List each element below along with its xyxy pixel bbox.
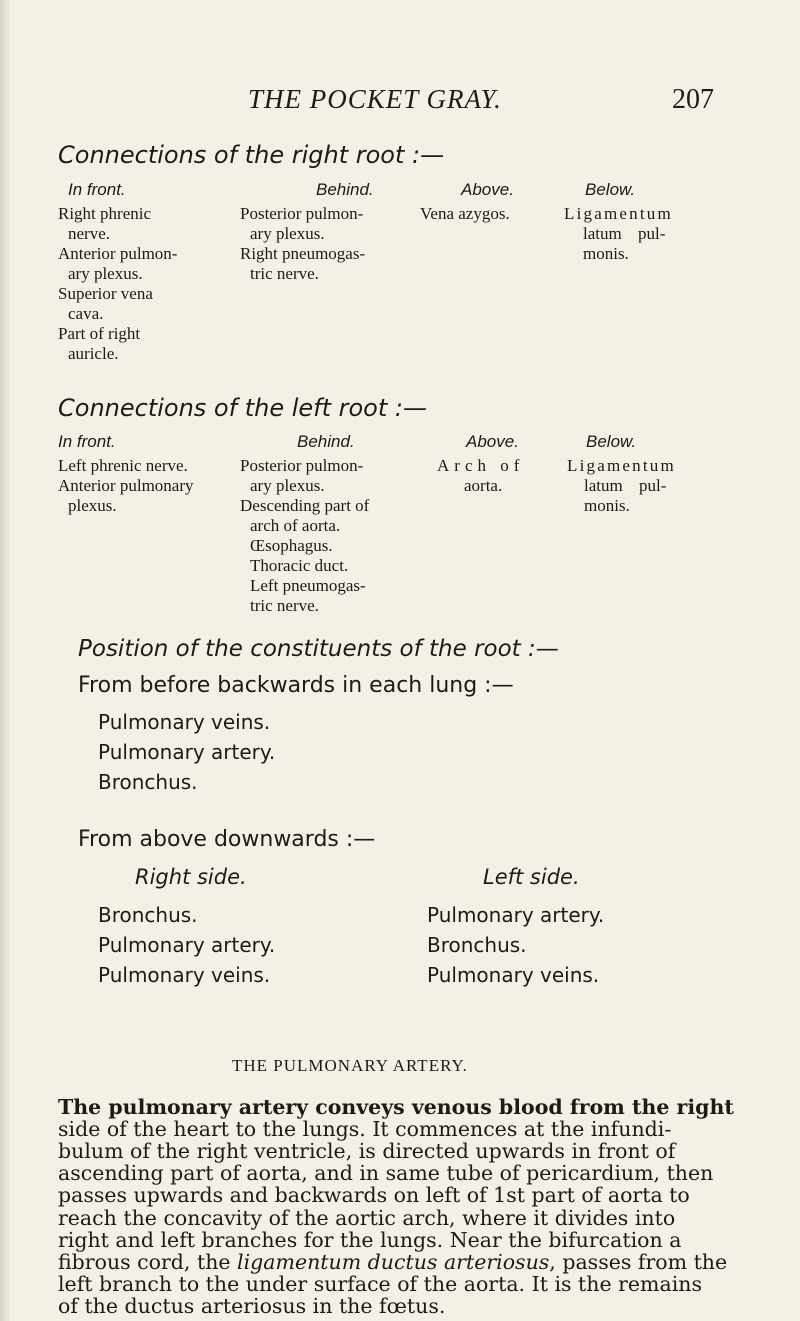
right-above-label: Above.	[461, 180, 514, 199]
list-item: Ligamentum	[567, 456, 676, 475]
paragraph-line-text: The pulmonary artery conveys venous blood from the right	[58, 1095, 734, 1119]
right-side-label: Right side.	[135, 865, 247, 889]
list-item: Pulmonary artery.	[98, 740, 276, 764]
list-item: monis.	[584, 496, 630, 515]
page-edge	[0, 0, 10, 1321]
list-item: Left pneumogas-	[250, 576, 366, 595]
paragraph-line: bulum of the right ventricle, is directed upwards in front of	[58, 1139, 676, 1163]
list-item: Pulmonary artery.	[427, 903, 605, 927]
paragraph-line: ascending part of aorta, and in same tube of pericardium, then	[58, 1161, 714, 1185]
list-item: ary plexus.	[250, 224, 325, 243]
page-number: 207	[672, 84, 714, 115]
left-side-label: Left side.	[483, 865, 580, 889]
list-item: Pulmonary artery.	[98, 933, 276, 957]
paragraph-line: reach the concavity of the aortic arch, where it divides into	[58, 1206, 676, 1230]
list-item: aorta.	[464, 476, 503, 495]
list-item: Ligamentum	[564, 204, 673, 223]
list-item: Arch of	[437, 456, 525, 475]
paragraph-line: right and left branches for the lungs. Near the bifurcation a	[58, 1228, 682, 1252]
list-item: Œsophagus.	[250, 536, 333, 555]
above-downwards-intro: From above downwards :—	[78, 827, 376, 852]
list-item: Pulmonary veins.	[98, 963, 271, 987]
list-item: arch of aorta.	[250, 516, 341, 535]
ligamentum-term: ligamentum ductus arteriosus	[237, 1250, 550, 1274]
list-item: nerve.	[68, 224, 111, 243]
paragraph-line: fibrous cord, the ligamentum ductus arteriosus, passes from the	[58, 1250, 728, 1274]
left-below-label: Below.	[586, 432, 637, 451]
paragraph-line: side of the heart to the lungs. It commences at the infundi-	[58, 1117, 672, 1141]
list-item: Anterior pulmon-	[58, 244, 178, 263]
list-item: tric nerve.	[250, 264, 319, 283]
list-item: tric nerve.	[250, 596, 319, 615]
list-item: Part of right	[58, 324, 141, 343]
right-below-label: Below.	[585, 180, 636, 199]
right-behind-label: Behind.	[316, 180, 374, 199]
list-item: cava.	[68, 304, 104, 323]
left-root-heading: Connections of the left root :—	[58, 394, 427, 422]
list-item: auricle.	[68, 344, 119, 363]
list-item: latum pul-	[583, 224, 666, 243]
list-item: ary plexus.	[68, 264, 143, 283]
pulmonary-artery-heading: THE PULMONARY ARTERY.	[232, 1056, 468, 1075]
paragraph-line: passes upwards and backwards on left of 1st part of aorta to	[58, 1183, 690, 1207]
list-item: Superior vena	[58, 284, 153, 303]
list-item: ary plexus.	[250, 476, 325, 495]
list-item: Vena azygos.	[420, 204, 510, 223]
right-root-heading: Connections of the right root :—	[58, 141, 445, 169]
list-item: Left phrenic nerve.	[58, 456, 188, 475]
list-item: monis.	[583, 244, 629, 263]
list-item: latum pul-	[584, 476, 667, 495]
running-header: THE POCKET GRAY.	[248, 84, 502, 114]
right-in-front-label: In front.	[68, 180, 126, 199]
position-heading: Position of the constituents of the root :—	[78, 636, 559, 662]
list-item: Bronchus.	[98, 770, 198, 794]
list-item: Thoracic duct.	[250, 556, 349, 575]
left-above-label: Above.	[466, 432, 519, 451]
list-item: Right pneumogas-	[240, 244, 366, 263]
paragraph-line: of the ductus arteriosus in the fœtus.	[58, 1294, 446, 1318]
left-behind-label: Behind.	[297, 432, 355, 451]
list-item: Bronchus.	[427, 933, 527, 957]
list-item: Anterior pulmonary	[58, 476, 194, 495]
list-item: Posterior pulmon-	[240, 456, 364, 475]
list-item: Descending part of	[240, 496, 370, 515]
list-item: Right phrenic	[58, 204, 152, 223]
list-item: Pulmonary veins.	[427, 963, 600, 987]
before-backwards-intro: From before backwards in each lung :—	[78, 673, 514, 698]
list-item: Posterior pulmon-	[240, 204, 364, 223]
list-item: Pulmonary veins.	[98, 710, 271, 734]
list-item: Bronchus.	[98, 903, 198, 927]
paragraph-line: left branch to the under surface of the aorta. It is the remains	[58, 1272, 702, 1296]
left-in-front-label: In front.	[58, 432, 116, 451]
list-item: plexus.	[68, 496, 117, 515]
